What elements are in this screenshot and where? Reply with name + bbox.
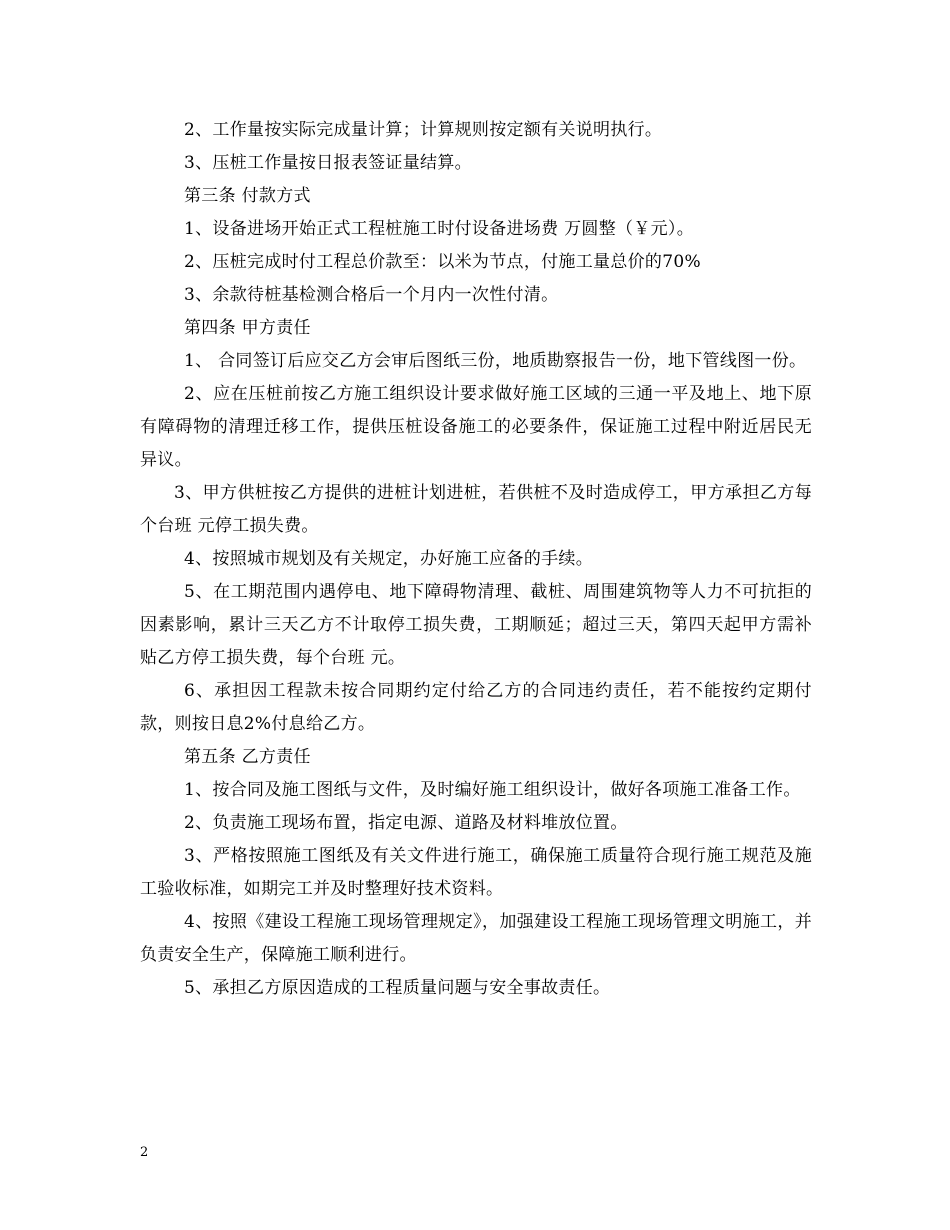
paragraph: 1、按合同及施工图纸与文件，及时编好施工组织设计，做好各项施工准备工作。 [184, 780, 801, 800]
paragraph: 3、余款待桩基检测合格后一个月内一次性付清。 [184, 285, 559, 305]
paragraph: 5、在工期范围内遇停电、地下障碍物清理、截桩、周围建筑物等人力不可抗拒的因素影响，累计三天乙方不计取停工损失费，工期顺延；超过三天，第四天起甲方需补贴乙方停工损失费，每个台班 元。 [140, 582, 812, 668]
paragraph: 2、工作量按实际完成量计算；计算规则按定额有关说明执行。 [184, 120, 663, 140]
paragraph: 5、承担乙方原因造成的工程质量问题与安全事故责任。 [184, 978, 611, 998]
paragraph: 2、应在压桩前按乙方施工组织设计要求做好施工区域的三通一平及地上、地下原有障碍物的清理迁移工作，提供压桩设备施工的必要条件，保证施工过程中附近居民无异议。 [140, 384, 812, 470]
paragraph: 1、 合同签订后应交乙方会审后图纸三份，地质勘察报告一份，地下管线图一份。 [184, 351, 807, 371]
section-heading: 第五条 乙方责任 [184, 747, 311, 767]
page-number: 2 [140, 1145, 149, 1160]
paragraph: 6、承担因工程款未按合同期约定付给乙方的合同违约责任，若不能按约定期付款，则按日息2%付息给乙方。 [140, 681, 812, 734]
paragraph: 3、严格按照施工图纸及有关文件进行施工，确保施工质量符合现行施工规范及施工验收标准，如期完工并及时整理好技术资料。 [140, 846, 812, 899]
paragraph: 4、按照城市规划及有关规定，办好施工应备的手续。 [184, 549, 594, 569]
paragraph: 2、负责施工现场布置，指定电源、道路及材料堆放位置。 [184, 813, 628, 833]
document-body [140, 114, 812, 1005]
paragraph: 4、按照《建设工程施工现场管理规定》，加强建设工程施工现场管理文明施工，并负责安全生产，保障施工顺利进行。 [140, 912, 812, 965]
section-heading: 第三条 付款方式 [184, 186, 311, 206]
paragraph: 1、设备进场开始正式工程桩施工时付设备进场费 万圆整（￥元）。 [184, 219, 695, 239]
paragraph: 3、压桩工作量按日报表签证量结算。 [184, 153, 472, 173]
paragraph: 2、压桩完成时付工程总价款至：以米为节点，付施工量总价的70% [184, 252, 701, 272]
section-heading: 第四条 甲方责任 [184, 318, 311, 338]
paragraph: 3、甲方供桩按乙方提供的进桩计划进桩，若供桩不及时造成停工，甲方承担乙方每个台班 元停工损失费。 [140, 483, 812, 536]
